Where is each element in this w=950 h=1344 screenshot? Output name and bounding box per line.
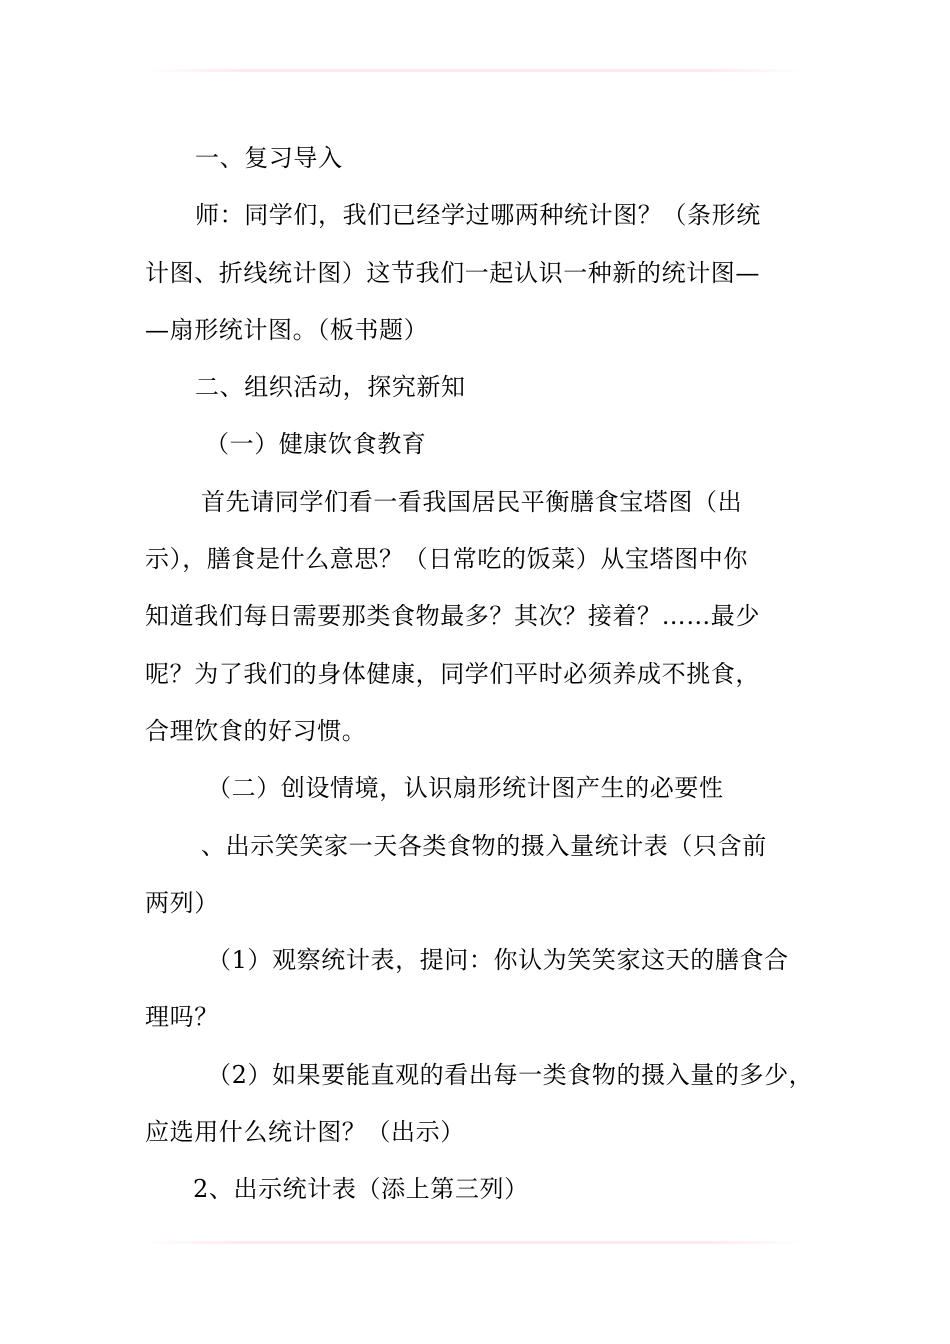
paragraph-line: —扇形统计图。（板书题） <box>145 315 429 344</box>
section-heading-activity: 二、组织活动，探究新知 <box>195 373 466 402</box>
paragraph-line: 呢？为了我们的身体健康，同学们平时必须养成不挑食， <box>145 659 760 688</box>
subsection-heading-scenario: （二）创设情境，认识扇形统计图产生的必要性 <box>207 774 724 803</box>
paragraph-line: 计图、折线统计图）这节我们一起认识一种新的统计图— <box>145 258 760 287</box>
paragraph-line: （2）如果要能直观的看出每一类食物的摄入量的多少， <box>207 1060 814 1089</box>
paragraph-line: 首先请同学们看一看我国居民平衡膳食宝塔图（出 <box>201 487 743 516</box>
footer-rule <box>145 1241 805 1244</box>
paragraph-line: 2、出示统计表（添上第三列） <box>193 1175 529 1204</box>
paragraph-line: 、出示笑笑家一天各类食物的摄入量统计表（只含前 <box>201 831 767 860</box>
paragraph-line: 理吗？ <box>145 1003 219 1032</box>
paragraph-line: 示），膳食是什么意思？（日常吃的饭菜）从宝塔图中你 <box>145 545 748 574</box>
section-heading-review: 一、复习导入 <box>195 144 343 172</box>
document-body <box>145 130 814 1219</box>
header-rule <box>145 69 805 72</box>
paragraph-line: 两列） <box>145 888 219 917</box>
paragraph-line: 知道我们每日需要那类食物最多？其次？接着？……最少 <box>145 602 760 631</box>
paragraph-line: 应选用什么统计图？（出示） <box>145 1118 465 1147</box>
subsection-heading-diet: （一）健康饮食教育 <box>205 430 427 459</box>
paragraph-line: 合理饮食的好习惯。 <box>145 716 367 745</box>
paragraph-line: （1）观察统计表，提问：你认为笑笑家这天的膳食合 <box>207 946 789 975</box>
paragraph-line: 师：同学们，我们已经学过哪两种统计图？（条形统 <box>195 201 761 230</box>
